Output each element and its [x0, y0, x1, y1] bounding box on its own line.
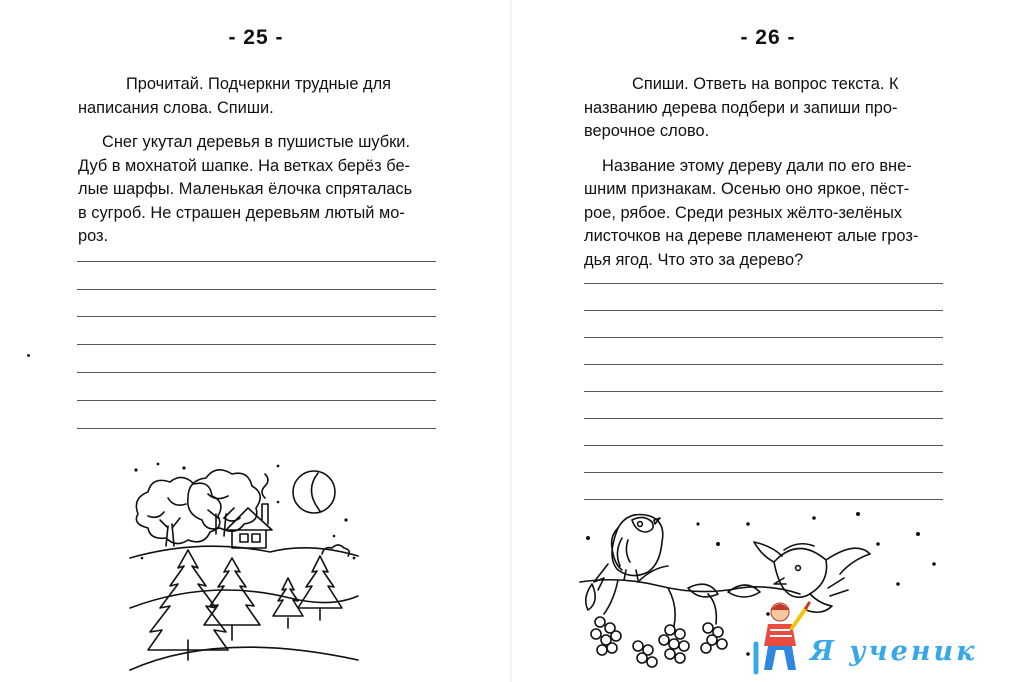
exercise-paragraph: Название этому дереву дали по его вне- шним признакам. Осенью оно яркое, пёст- рое, рябое. Среди резных жёлто-зелёных листочков на дереве пламенеют алые гроз- дья ягод. Что это за дерево?	[584, 156, 919, 269]
writing-line[interactable]	[77, 428, 436, 429]
writing-line[interactable]	[77, 372, 436, 373]
writing-line[interactable]	[584, 445, 943, 446]
stray-dot	[27, 354, 30, 357]
instruction-text: Спиши. Ответь на вопрос текста. К названию дерева подбери и запиши про- верочное слово.	[584, 75, 899, 140]
writing-line[interactable]	[584, 499, 943, 500]
right-text-block	[584, 73, 944, 283]
winter-landscape-icon	[128, 458, 360, 672]
child-with-pencil-icon	[750, 600, 812, 676]
instruction-text: Прочитай. Подчеркни трудные для написания слова. Спиши.	[78, 75, 392, 117]
writing-line[interactable]	[584, 364, 943, 365]
writing-line[interactable]	[584, 418, 943, 419]
writing-line[interactable]	[77, 261, 436, 262]
writing-line[interactable]	[77, 289, 436, 290]
left-text-block	[78, 73, 438, 260]
watermark-logo	[750, 596, 1012, 676]
writing-line[interactable]	[77, 344, 436, 345]
writing-line[interactable]	[77, 316, 436, 317]
writing-line[interactable]	[584, 283, 943, 284]
writing-line[interactable]	[584, 472, 943, 473]
page-number: - 25 -	[228, 26, 284, 49]
page-number: - 26 -	[740, 26, 796, 49]
writing-line[interactable]	[77, 400, 436, 401]
writing-line[interactable]	[584, 310, 943, 311]
exercise-paragraph: Снег укутал деревья в пушистые шубки. Дуб в мохнатой шапке. На ветках берёз бе- лые шарфы. Маленькая ёлочка спряталась в сугроб. Не страшен деревьям лютый мо- роз.	[78, 133, 413, 245]
watermark-text: Я ученик	[810, 636, 978, 667]
writing-line[interactable]	[584, 337, 943, 338]
writing-line[interactable]	[584, 391, 943, 392]
